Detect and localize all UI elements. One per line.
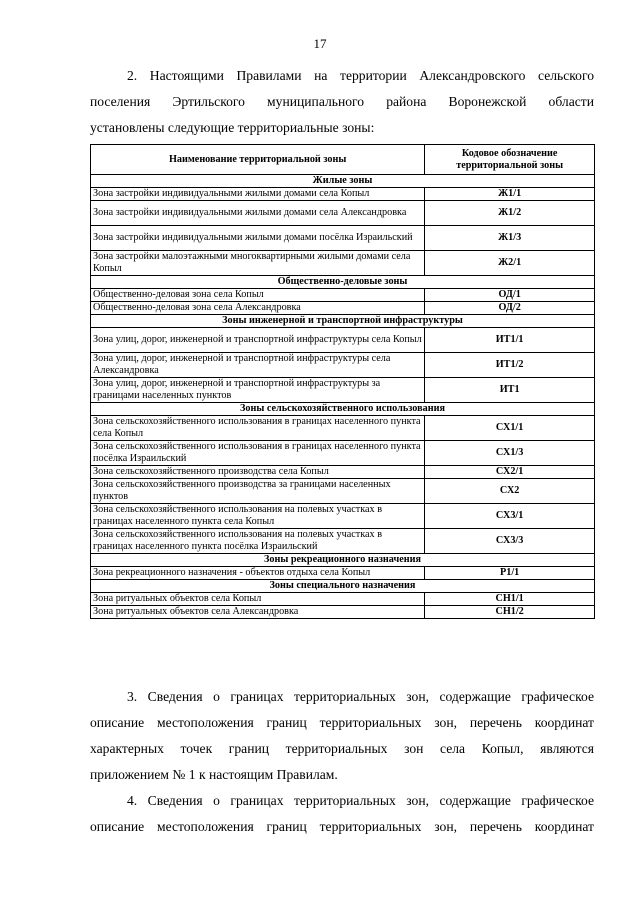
zone-code-cell: ИТ1/1 — [425, 328, 595, 353]
zone-name-cell: Зона улиц, дорог, инженерной и транспортной инфраструктуры села Александровка — [91, 353, 425, 378]
zone-code-cell: Ж2/1 — [425, 251, 595, 276]
paragraph-line: характерных точек границ территориальных зон села Копыл, являются — [90, 741, 594, 756]
section-title: Зоны сельскохозяйственного использования — [91, 403, 595, 416]
table-row — [91, 606, 595, 619]
zone-code-cell: ОД/2 — [425, 302, 595, 315]
zone-name-cell: Зона улиц, дорог, инженерной и транспортной инфраструктуры за границами населенных пунктов — [91, 378, 425, 403]
page-number: 17 — [313, 36, 327, 51]
zone-name-cell: Зона застройки индивидуальными жилыми домами села Александровка — [91, 201, 425, 226]
zone-code-cell: Ж1/2 — [425, 201, 595, 226]
paragraph-line: 3. Сведения о границах территориальных зон, содержащие графическое — [127, 689, 594, 704]
table-row — [91, 567, 595, 580]
section-row — [91, 554, 595, 567]
table-row — [91, 479, 595, 504]
table-row — [91, 328, 595, 353]
zone-name-cell: Зона сельскохозяйственного производства за границами населенных пунктов — [91, 479, 425, 504]
zone-name-cell: Зона сельскохозяйственного производства села Копыл — [91, 466, 425, 479]
paragraph-3 — [90, 684, 594, 788]
paragraph-line: установлены следующие территориальные зоны: — [90, 120, 375, 135]
zone-name-cell: Зона улиц, дорог, инженерной и транспортной инфраструктуры села Копыл — [91, 328, 425, 353]
zone-code-cell: СХ2/1 — [425, 466, 595, 479]
table-row — [91, 251, 595, 276]
table-row — [91, 593, 595, 606]
paragraph-line: описание местоположения границ территориальных зон, перечень координат — [90, 819, 594, 834]
section-title: Общественно-деловые зоны — [91, 276, 595, 289]
paragraph-line: описание местоположения границ территориальных зон, перечень координат — [90, 715, 594, 730]
table-row — [91, 529, 595, 554]
table-row — [91, 302, 595, 315]
paragraph-2 — [90, 63, 594, 141]
table-row — [91, 188, 595, 201]
zone-name-cell: Зона ритуальных объектов села Копыл — [91, 593, 425, 606]
section-title: Зоны инженерной и транспортной инфраструктуры — [91, 315, 595, 328]
zone-name-cell: Зона застройки индивидуальными жилыми домами села Копыл — [91, 188, 425, 201]
table-row — [91, 466, 595, 479]
table-row — [91, 441, 595, 466]
zone-code-cell: ИТ1/2 — [425, 353, 595, 378]
section-row — [91, 315, 595, 328]
paragraph-line: приложением № 1 к настоящим Правилам. — [90, 767, 338, 782]
zone-code-cell: Р1/1 — [425, 567, 595, 580]
section-title: Жилые зоны — [91, 175, 595, 188]
zone-code-cell: Ж1/1 — [425, 188, 595, 201]
zone-code-cell: СХ2 — [425, 479, 595, 504]
section-row — [91, 403, 595, 416]
table-row — [91, 504, 595, 529]
paragraph-line: 2. Настоящими Правилами на территории Александровского сельского — [127, 68, 594, 83]
zone-name-cell: Зона рекреационного назначения - объектов отдыха села Копыл — [91, 567, 425, 580]
zone-name-cell: Общественно-деловая зона села Копыл — [91, 289, 425, 302]
zone-code-cell: СХ3/1 — [425, 504, 595, 529]
header-zone-name: Наименование территориальной зоны — [91, 145, 425, 175]
section-row — [91, 175, 595, 188]
zone-name-cell: Зона сельскохозяйственного использования на полевых участках в границах населенного пункта села Копыл — [91, 504, 425, 529]
table-body — [91, 175, 595, 619]
zone-code-cell: СХ3/3 — [425, 529, 595, 554]
territorial-zones-table — [90, 144, 595, 619]
table-header-row — [91, 145, 595, 175]
table-row — [91, 378, 595, 403]
table-row — [91, 289, 595, 302]
table-row — [91, 226, 595, 251]
zone-code-cell: СН1/2 — [425, 606, 595, 619]
zone-name-cell: Общественно-деловая зона села Александровка — [91, 302, 425, 315]
zone-name-cell: Зона застройки малоэтажными многоквартирными жилыми домами села Копыл — [91, 251, 425, 276]
zone-name-cell: Зона сельскохозяйственного использования на полевых участках в границах населенного пункта посёлка Израильский — [91, 529, 425, 554]
zone-code-cell: СХ1/3 — [425, 441, 595, 466]
zone-code-cell: ОД/1 — [425, 289, 595, 302]
paragraph-line: поселения Эртильского муниципального района Воронежской области — [90, 94, 594, 109]
section-title: Зоны специального назначения — [91, 580, 595, 593]
zone-code-cell: СХ1/1 — [425, 416, 595, 441]
zone-name-cell: Зона сельскохозяйственного использования в границах населенного пункта села Копыл — [91, 416, 425, 441]
paragraph-line: 4. Сведения о границах территориальных зон, содержащие графическое — [127, 793, 594, 808]
zone-code-cell: СН1/1 — [425, 593, 595, 606]
table-row — [91, 416, 595, 441]
table-row — [91, 201, 595, 226]
table-row — [91, 353, 595, 378]
section-row — [91, 276, 595, 289]
zone-name-cell: Зона застройки индивидуальными жилыми домами посёлка Израильский — [91, 226, 425, 251]
header-zone-code: Кодовое обозначение территориальной зоны — [425, 145, 595, 175]
zone-name-cell: Зона ритуальных объектов села Александровка — [91, 606, 425, 619]
paragraph-4 — [90, 788, 594, 840]
zone-code-cell: Ж1/3 — [425, 226, 595, 251]
zone-code-cell: ИТ1 — [425, 378, 595, 403]
section-title: Зоны рекреационного назначения — [91, 554, 595, 567]
zone-name-cell: Зона сельскохозяйственного использования в границах населенного пункта посёлка Израильский — [91, 441, 425, 466]
section-row — [91, 580, 595, 593]
